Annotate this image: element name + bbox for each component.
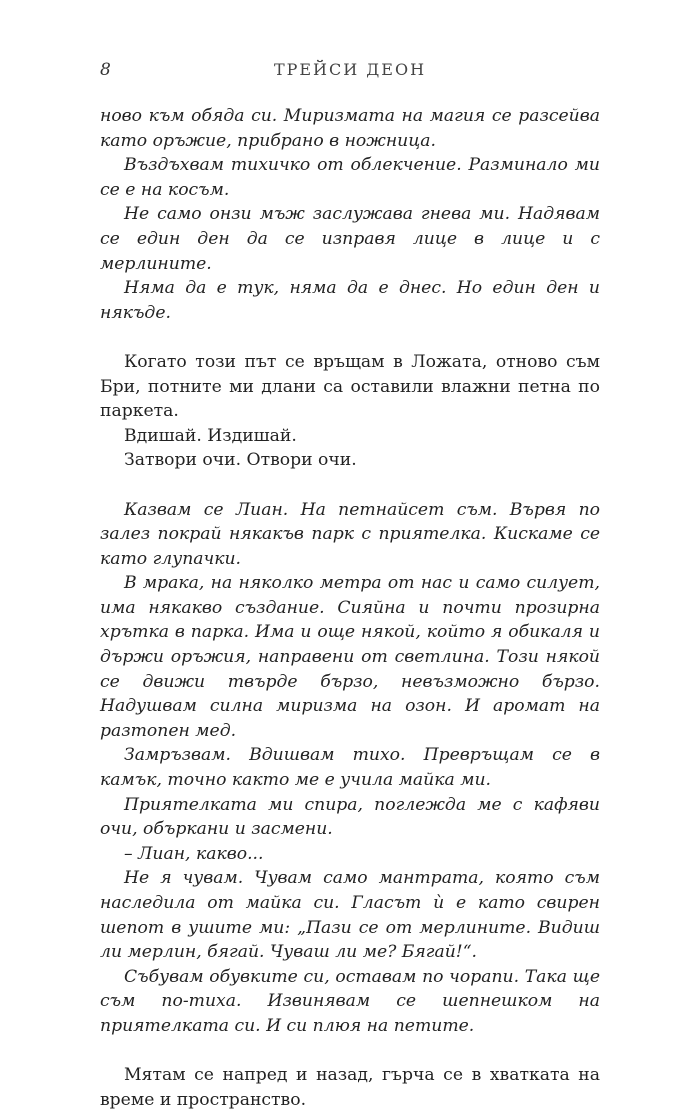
paragraph: Не я чувам. Чувам само мантрата, която съм наследила от майка си. Гласът ѝ е като свирен шепот в ушите ми: „Пази се от мерлините. Видиш ли мерлин, бягай. Чуваш ли ме? Бягай!“. [100,868,600,963]
section-1 [100,104,600,325]
section-break [100,473,600,498]
paragraph: Казвам се Лиан. На петнайсет съм. Вървя по залез покрай някакъв парк с приятелка. Кискаме се като глупачки. [100,499,600,569]
paragraph: Въздъхвам тихичко от облекчение. Разминало ми се е на косъм. [100,155,600,200]
paragraph: Приятелката ми спира, поглежда ме с кафяви очи, объркани и засмени. [100,794,600,840]
section-2 [100,350,600,473]
section-4 [100,1063,600,1112]
paragraph: Не само онзи мъж заслужава гнева ми. Надявам се един ден да се изправя лице в лице и с мерлините. [100,204,600,274]
section-3 [100,498,600,1039]
paragraph: ново към обяда си. Миризмата на магия се разсейва като оръжие, прибрано в ножница. [100,106,600,151]
body-text [100,104,600,1112]
paragraph: Когато този път се връщам в Ложата, отново съм Бри, потните ми длани са оставили влажни петна по паркета. [100,351,600,422]
section-break [100,1039,600,1064]
section-break [100,325,600,350]
paragraph: Събувам обувките си, оставам по чорапи. Така ще съм по-тиха. Извинявам се шепнешком на приятелката си. И си плюя на петите. [100,966,600,1036]
paragraph: Замръзвам. Вдишвам тихо. Превръщам се в камък, точно както ме е учила майка ми. [100,745,600,791]
page-header [100,60,600,90]
paragraph: – Лиан, какво... [124,843,264,864]
page-number: 8 [100,60,111,80]
running-head: ТРЕЙСИ ДЕОН [273,60,427,79]
paragraph: Вдишай. Издишай. [124,425,297,446]
paragraph: В мрака, на няколко метра от нас и само силует, има някакво създание. Сияйна и почти прозирна хрътка в парка. Има и още някой, който я обикаля и държи оръжия, направени от светлина. Този някой се движи твърде бързо, невъзможно бързо. Надушвам силна миризма на озон. И аромат на разтопен мед. [100,573,600,741]
paragraph: Няма да е тук, няма да е днес. Но един ден и някъде. [100,278,600,323]
paragraph: Мятам се напред и назад, гърча се в хватката на време и пространство. [100,1065,600,1110]
paragraph: Затвори очи. Отвори очи. [124,450,357,471]
